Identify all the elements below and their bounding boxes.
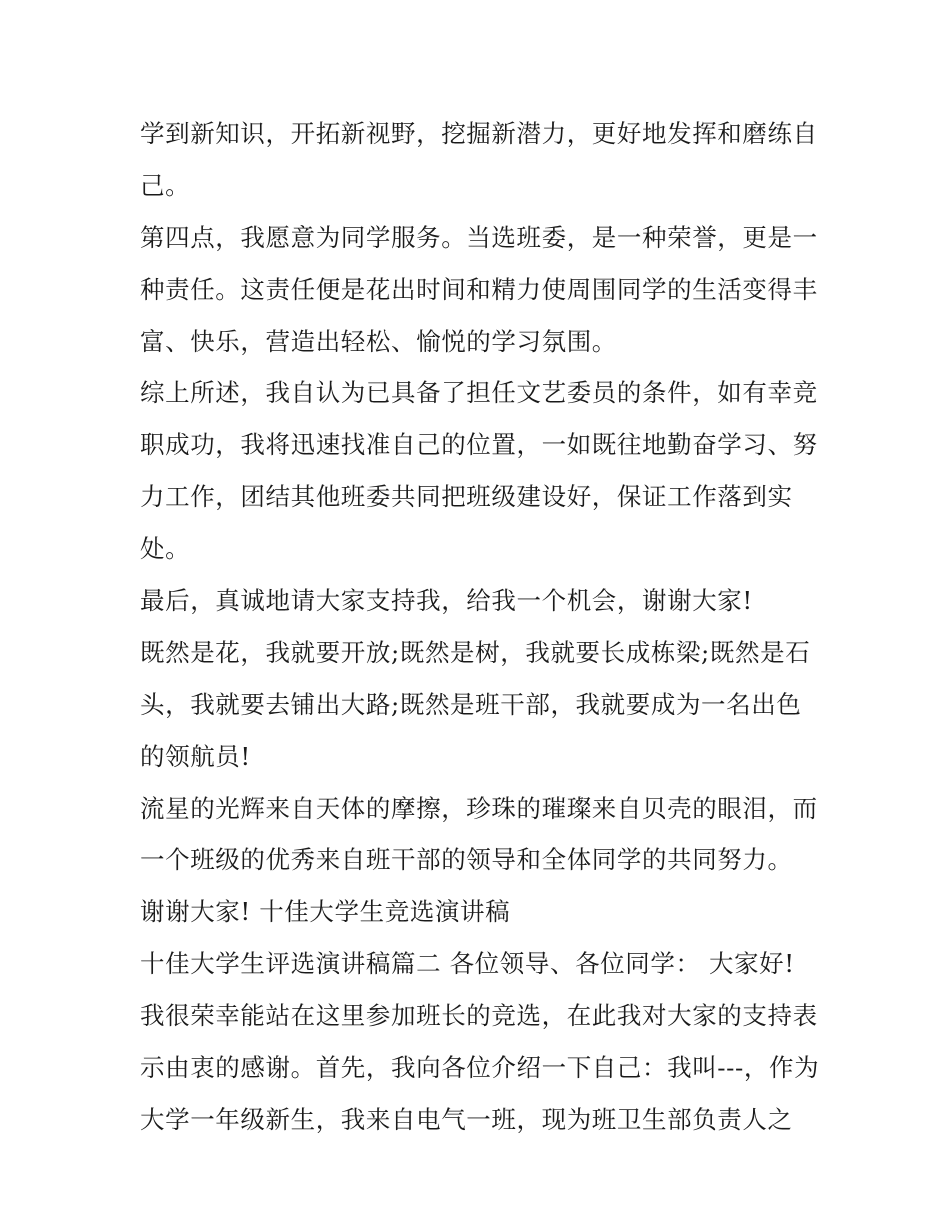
- text-line: 十佳大学生评选演讲稿篇二 各位领导、各位同学： 大家好!: [140, 949, 795, 979]
- text-line: 大学一年级新生，我来自电气一班，现为班卫生部负责人之: [140, 1104, 793, 1134]
- text-line: 综上所述，我自认为已具备了担任文艺委员的条件，如有幸竞: [140, 378, 818, 408]
- text-line: 头，我就要去铺出大路;既然是班干部，我就要成为一名出色: [140, 689, 802, 719]
- text-line: 的领航员!: [140, 741, 251, 771]
- text-line: 最后，真诚地请大家支持我，给我一个机会，谢谢大家!: [140, 586, 753, 616]
- text-line: 流星的光辉来自天体的摩擦，珍珠的璀璨来自贝壳的眼泪，而: [140, 793, 818, 823]
- text-line: 既然是花，我就要开放;既然是树，我就要长成栋梁;既然是石: [140, 637, 811, 667]
- text-line: 学到新知识，开拓新视野，挖掘新潜力，更好地发挥和磨练自: [140, 119, 818, 148]
- text-line: 一个班级的优秀来自班干部的领导和全体同学的共同努力。: [140, 845, 793, 875]
- text-line: 职成功，我将迅速找准自己的位置，一如既往地勤奋学习、努: [140, 430, 818, 460]
- text-line: 第四点，我愿意为同学服务。当选班委，是一种荣誉，更是一: [140, 222, 818, 252]
- text-line: 示由衷的感谢。首先，我向各位介绍一下自己：我叫---，作为: [140, 1053, 820, 1083]
- text-line: 谢谢大家! 十佳大学生竞选演讲稿: [140, 897, 511, 927]
- text-line: 力工作，团结其他班委共同把班级建设好，保证工作落到实: [140, 482, 793, 512]
- text-line: 富、快乐，营造出轻松、愉悦的学习氛围。: [140, 326, 617, 356]
- text-line: 己。: [140, 170, 191, 200]
- text-line: 我很荣幸能站在这里参加班长的竞选，在此我对大家的支持表: [140, 1001, 818, 1031]
- text-line: 种责任。这责任便是花出时间和精力使周围同学的生活变得丰: [140, 274, 818, 304]
- document-body: [140, 108, 820, 1146]
- text-line: 处。: [140, 534, 191, 564]
